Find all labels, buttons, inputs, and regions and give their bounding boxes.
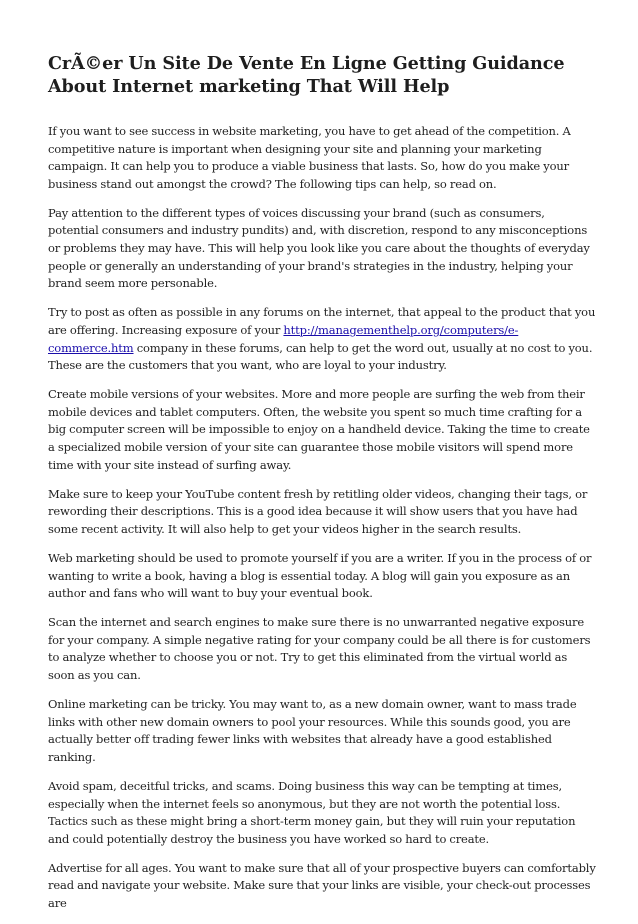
document-page — [48, 52, 596, 924]
paragraph-forums — [48, 304, 596, 374]
document-title: CrÃ©er Un Site De Vente En Ligne Getting Guidance About Internet marketing That Will Help — [48, 53, 565, 97]
paragraph-forums-text-after: company in these forums, can help to get the word out, usually at no cost to you. These are the customers that you want, who are loyal to your industry. — [48, 340, 593, 373]
ecommerce-link[interactable]: http://managementhelp.org/computers/e-commerce.htm — [48, 322, 519, 355]
paragraph-negative-exposure: Scan the internet and search engines to make sure there is no unwarranted negative exposure for your company. A simple negative rating for your company could be all there is for customers to analyze whether to choose you or not. Try to get this eliminated from the virtual world as soon as you can. — [48, 615, 591, 683]
paragraph-advertise-all-ages: Advertise for all ages. You want to make sure that all of your prospective buyers can comfortably read and navigate your website. Make sure that your links are visible, your check-out processes are — [48, 860, 596, 911]
paragraph-mobile-versions: Create mobile versions of your websites. More and more people are surfing the web from their mobile devices and tablet computers. Often, the website you spent so much time crafting for a big computer screen will be impossible to enjoy on a handheld device. Taking the time to create a specialized mobile version of your site can guarantee those mobile visitors will spend more time with your site instead of surfing away. — [48, 387, 590, 472]
paragraph-writer-blog: Web marketing should be used to promote yourself if you are a writer. If you in the process of or wanting to write a book, having a blog is essential today. A blog will gain you exposure as an author and fans who will want to buy your eventual book. — [48, 550, 592, 601]
paragraph-intro: If you want to see success in website marketing, you have to get ahead of the competition. A competitive nature is important when designing your site and planning your marketing campaign. It can help you to produce a viable business that lasts. So, how do you make your business stand out amongst the crowd? The following tips can help, so read on. — [48, 124, 571, 191]
paragraph-youtube: Make sure to keep your YouTube content fresh by retitling older videos, changing their tags, or rewording their descriptions. This is a good idea because it will show users that you have had some recent activity. It will also help to get your videos higher in the search results. — [48, 486, 588, 536]
paragraph-trading-links: Online marketing can be tricky. You may want to, as a new domain owner, want to mass trade links with other new domain owners to pool your resources. While this sounds good, you are actually better off trading fewer links with websites that already have a good established ranking. — [48, 697, 577, 764]
paragraph-brand-voices: Pay attention to the different types of voices discussing your brand (such as consumers, potential consumers and industry pundits) and, with discretion, respond to any misconceptions or problems they may have. This will help you look like you care about the thoughts of everyday people or generally an understanding of your brand's strategies in the industry, helping your brand seem more personable. — [48, 205, 590, 291]
paragraph-forums-text-before: Try to post as often as possible in any forums on the internet, that appeal to the product that you are offering. Increasing exposure of your — [48, 305, 596, 337]
paragraph-avoid-spam: Avoid spam, deceitful tricks, and scams. Doing business this way can be tempting at times, especially when the internet feels so anonymous, but they are not worth the potential loss. Tactics such as these might bring a short-term money gain, but they will ruin your reputation and could potentially destroy the business you have worked so hard to create. — [48, 779, 576, 846]
